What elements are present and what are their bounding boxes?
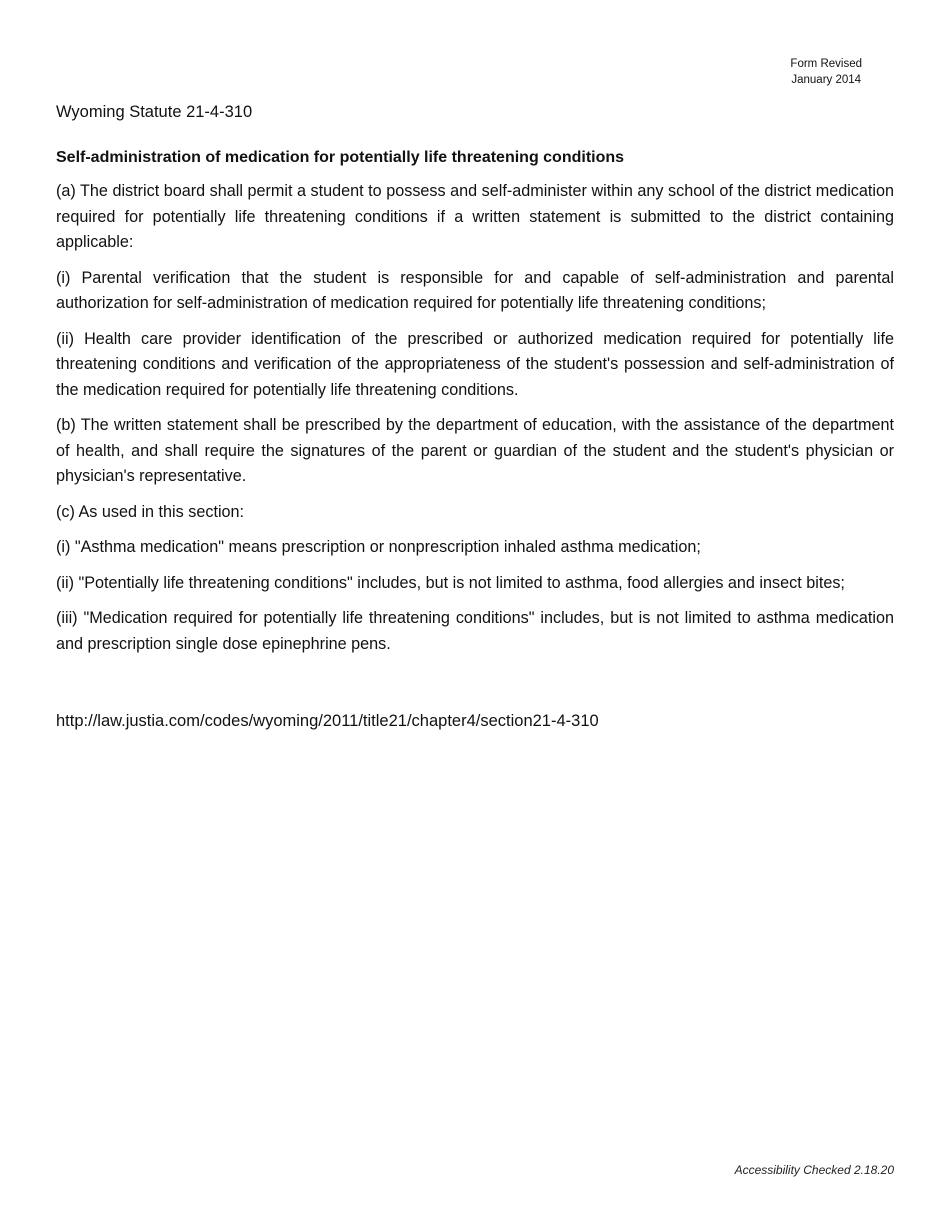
source-url: http://law.justia.com/codes/wyoming/2011/title21/chapter4/section21-4-310 [56, 712, 599, 730]
document-body [56, 100, 894, 735]
paragraph-a-ii: (ii) Health care provider identification of the prescribed or authorized medication required for potentially life threatening conditions and verification of the appropriateness of the student's possession and self-administration of the medication required for potentially life threatening conditions. [56, 329, 894, 399]
paragraph-c-ii: (ii) "Potentially life threatening conditions" includes, but is not limited to asthma, food allergies and insect bites; [56, 573, 845, 592]
form-revised-label: Form Revised [790, 58, 862, 70]
form-revised-stamp [790, 56, 862, 88]
paragraph-c-i: (i) "Asthma medication" means prescription or nonprescription inhaled asthma medication; [56, 538, 701, 556]
form-revised-date: January 2014 [791, 74, 862, 86]
accessibility-checked-note: Accessibility Checked 2.18.20 [734, 1163, 894, 1177]
paragraph-c-iii: (iii) "Medication required for potentially life threatening conditions" includes, but is not limited to asthma medication and prescription single dose epinephrine pens. [56, 609, 894, 653]
statute-title: Wyoming Statute 21-4-310 [56, 103, 253, 121]
paragraph-a: (a) The district board shall permit a student to possess and self-administer within any school of the district medication required for potentially life threatening conditions if a written statement is submitted to the district containing applicable: [56, 182, 894, 251]
paragraph-b: (b) The written statement shall be prescribed by the department of education, with the assistance of the department of health, and shall require the signatures of the parent or guardian of the student and the student's physician or physician's representative. [56, 416, 894, 485]
paragraph-a-i: (i) Parental verification that the student is responsible for and capable of self-administration and parental authorization for self-administration of medication required for potentially life threatening conditions; [56, 268, 894, 312]
section-heading: Self-administration of medication for potentially life threatening conditions [56, 148, 625, 166]
paragraph-c: (c) As used in this section: [56, 502, 245, 521]
